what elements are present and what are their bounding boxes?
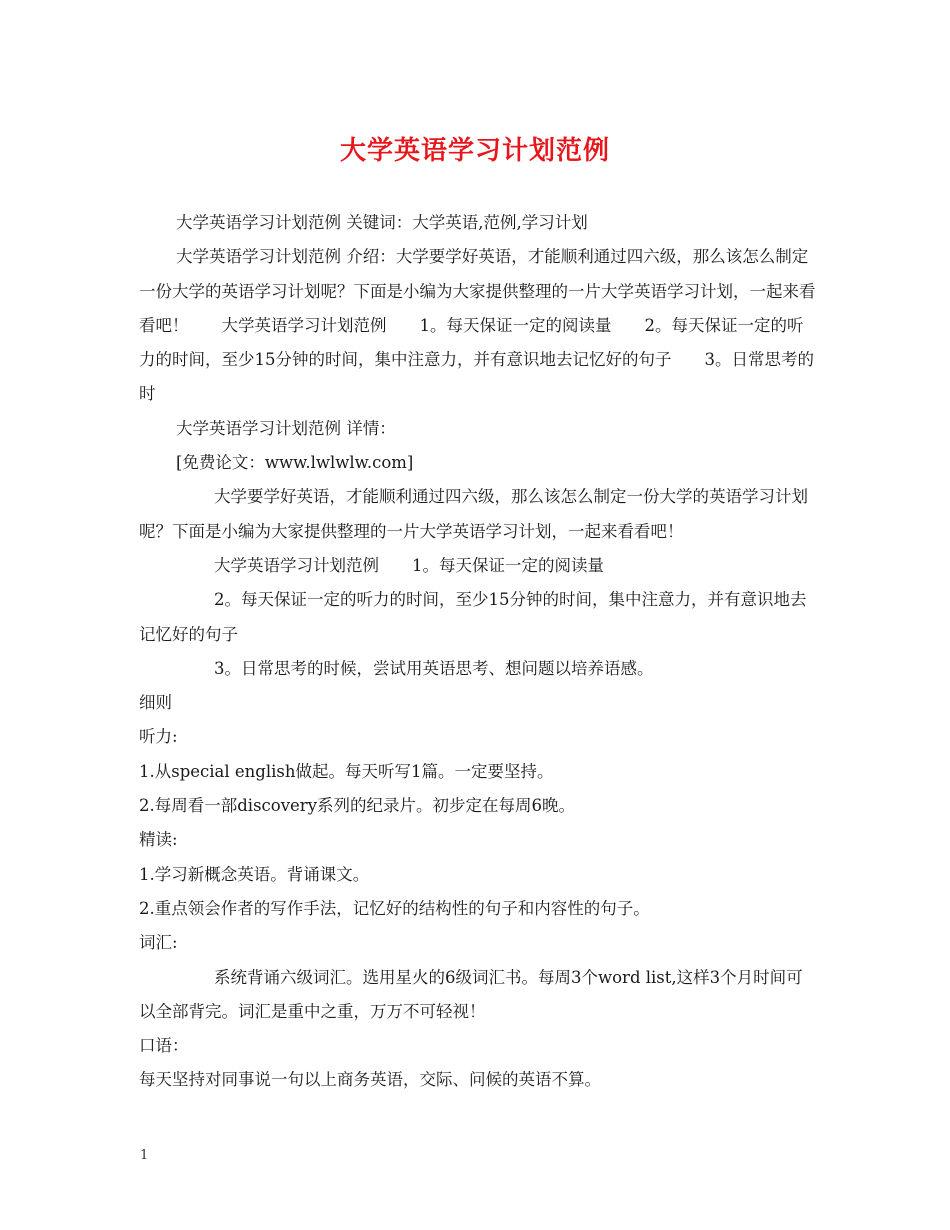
- plan-item-2: 2。每天保证一定的听力的时间，至少15分钟的时间，集中注意力，并有意识地去记忆好的句子: [139, 590, 807, 644]
- speaking-paragraph: 每天坚持对同事说一句以上商务英语，交际、问候的英语不算。: [139, 1070, 601, 1090]
- plan-item-3: 3。日常思考的时候，尝试用英语思考、想问题以培养语感。: [214, 658, 654, 678]
- vocabulary-paragraph: 系统背诵六级词汇。选用星火的6级词汇书。每周3个word list,这样3个月时间可以全部背完。词汇是重中之重，万万不可轻视！: [139, 967, 803, 1021]
- reading-item-2: 2.重点领会作者的写作手法，记忆好的结构性的句子和内容性的句子。: [139, 898, 650, 918]
- listening-item-1: 1.从special english做起。每天听写1篇。一定要坚持。: [139, 761, 554, 781]
- section-heading-reading: 精读:: [139, 830, 178, 850]
- section-heading-listening: 听力:: [139, 727, 178, 747]
- plan-item-1: 大学英语学习计划范例 1。每天保证一定的阅读量: [214, 555, 604, 575]
- details-heading: 大学英语学习计划范例 详情：: [176, 418, 396, 438]
- source-link: [免费论文：www.lwlwlw.com]: [176, 453, 414, 473]
- document-title: 大学英语学习计划范例: [339, 136, 610, 166]
- page-number: 1: [140, 1148, 149, 1163]
- intro-paragraph: 大学英语学习计划范例 介绍：大学要学好英语，才能顺利通过四六级，那么该怎么制定一份大学的英语学习计划呢？下面是小编为大家提供整理的一片大学英语学习计划，一起来看看吧！ 大学英语学习计划范例 1。每天保证一定的阅读量 2。每天保证一定的听力的时间，至少15分钟的时间，集中注意力，并有意识地去记忆好的句子 3。日常思考的时: [139, 247, 816, 404]
- listening-item-2: 2.每周看一部discovery系列的纪录片。初步定在每周6晚。: [139, 796, 576, 816]
- section-heading-details: 细则: [139, 693, 172, 713]
- reading-item-1: 1.学习新概念英语。背诵课文。: [139, 864, 370, 884]
- body-paragraph: 大学要学好英语，才能顺利通过四六级，那么该怎么制定一份大学的英语学习计划呢？下面是小编为大家提供整理的一片大学英语学习计划，一起来看看吧！: [139, 487, 808, 541]
- document-body: [139, 206, 819, 1098]
- section-heading-vocabulary: 词汇:: [139, 933, 178, 953]
- keywords-paragraph: 大学英语学习计划范例 关键词：大学英语,范例,学习计划: [176, 213, 588, 232]
- section-heading-speaking: 口语：: [139, 1036, 189, 1056]
